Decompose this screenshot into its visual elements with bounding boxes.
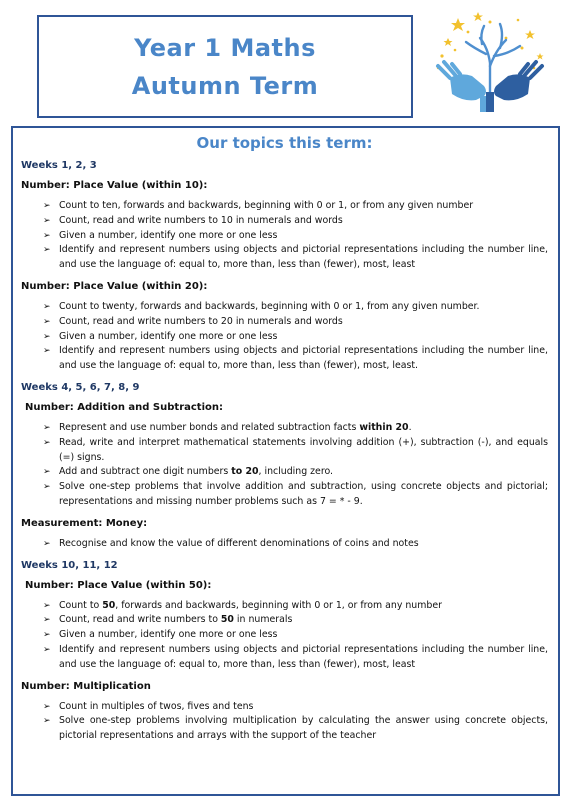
list-item: ➢ Represent and use number bonds and related subtraction facts within 20.: [21, 421, 548, 436]
topic-list: [21, 537, 548, 552]
section-heading: Measurement: Money:: [21, 517, 148, 529]
arrow-bullet-icon: ➢: [43, 644, 51, 655]
arrow-bullet-icon: ➢: [43, 630, 51, 641]
arrow-bullet-icon: ➢: [43, 600, 51, 611]
list-item: ➢ Count, read and write numbers to 10 in numerals and words: [21, 214, 548, 229]
topic-list: [21, 599, 548, 673]
list-item: ➢ Recognise and know the value of different denominations of coins and notes: [21, 537, 548, 552]
list-item: ➢ Add and subtract one digit numbers to 20, including zero.: [21, 465, 548, 480]
arrow-bullet-icon: ➢: [43, 437, 51, 448]
arrow-bullet-icon: ➢: [43, 201, 51, 211]
topic-list: [21, 700, 548, 744]
list-item: ➢ Identify and represent numbers using objects and pictorial representations including the number line, and use the language of: equal to, more than, less than (fewer), most, least: [43, 643, 548, 670]
list-item: ➢ Given a number, identify one more or one less: [21, 330, 548, 345]
section-heading: Number: Place Value (within 10):: [21, 180, 208, 191]
page-subtitle: Autumn Term: [131, 71, 319, 100]
section-heading: Number: Place Value (within 20):: [21, 280, 208, 292]
list-item: ➢ Count to ten, forwards and backwards, beginning with 0 or 1, or from any given number: [21, 199, 548, 214]
arrow-bullet-icon: ➢: [43, 230, 51, 241]
arrow-bullet-icon: ➢: [43, 245, 51, 256]
arrow-bullet-icon: ➢: [43, 716, 51, 727]
topic-list: [21, 300, 548, 374]
weeks-heading: Weeks 1, 2, 3: [21, 160, 97, 171]
arrow-bullet-icon: ➢: [43, 331, 51, 342]
page-title: Year 1 Maths: [134, 33, 316, 62]
list-item: ➢ Given a number, identify one more or one less: [21, 628, 548, 643]
section-heading: Number: Multiplication: [21, 680, 151, 692]
arrow-bullet-icon: ➢: [43, 422, 51, 433]
list-item: ➢ Solve one-step problems involving multiplication by calculating the answer using concrete objects, pictorial representations and arrays with the support of the teacher: [43, 715, 548, 742]
list-item: ➢ Count to 50, forwards and backwards, beginning with 0 or 1, or from any number: [21, 599, 548, 614]
list-item: ➢ Count to twenty, forwards and backwards, beginning with 0 or 1, from any given number.: [21, 300, 548, 315]
topic-list: [21, 199, 548, 273]
list-item: ➢ Count, read and write numbers to 20 in numerals and words: [21, 315, 548, 330]
tree-hands-stars-icon: [430, 8, 550, 113]
topic-list: [21, 421, 548, 510]
arrow-bullet-icon: ➢: [43, 615, 51, 626]
list-item: ➢ Identify and represent numbers using objects and pictorial representations including the number line, and use the language of: equal to, more than, less than (fewer), most, least.: [43, 345, 548, 372]
list-item: ➢ Identify and represent numbers using objects and pictorial representations including the number line, and use the language of: equal to, more than, less than (fewer), most, least: [43, 244, 548, 271]
arrow-bullet-icon: ➢: [43, 346, 51, 357]
list-item: ➢ Count in multiples of twos, fives and tens: [21, 700, 548, 715]
weeks-heading: Weeks 10, 11, 12: [21, 559, 118, 571]
arrow-bullet-icon: ➢: [43, 701, 51, 712]
arrow-bullet-icon: ➢: [43, 538, 51, 549]
arrow-bullet-icon: ➢: [43, 482, 51, 493]
arrow-bullet-icon: ➢: [43, 215, 51, 226]
topics-panel: [11, 126, 560, 796]
arrow-bullet-icon: ➢: [43, 467, 51, 478]
list-item: ➢ Solve one-step problems that involve addition and subtraction, using concrete objects and pictorial; representations and missing number problems such as 7 = * - 9.: [43, 481, 548, 507]
list-item: ➢ Count, read and write numbers to 50 in numerals: [21, 613, 548, 628]
section-heading: Number: Addition and Subtraction:: [25, 401, 223, 413]
section-heading: Number: Place Value (within 50):: [25, 579, 212, 591]
weeks-heading: Weeks 4, 5, 6, 7, 8, 9: [21, 381, 140, 393]
topics-heading: Our topics this term:: [196, 134, 373, 152]
arrow-bullet-icon: ➢: [43, 301, 51, 312]
list-item: ➢ Given a number, identify one more or one less: [21, 229, 548, 244]
list-item: ➢ Read, write and interpret mathematical statements involving addition (+), subtraction (-), and equals (=) signs.: [43, 436, 548, 463]
arrow-bullet-icon: ➢: [43, 316, 51, 327]
title-box: [37, 15, 413, 118]
